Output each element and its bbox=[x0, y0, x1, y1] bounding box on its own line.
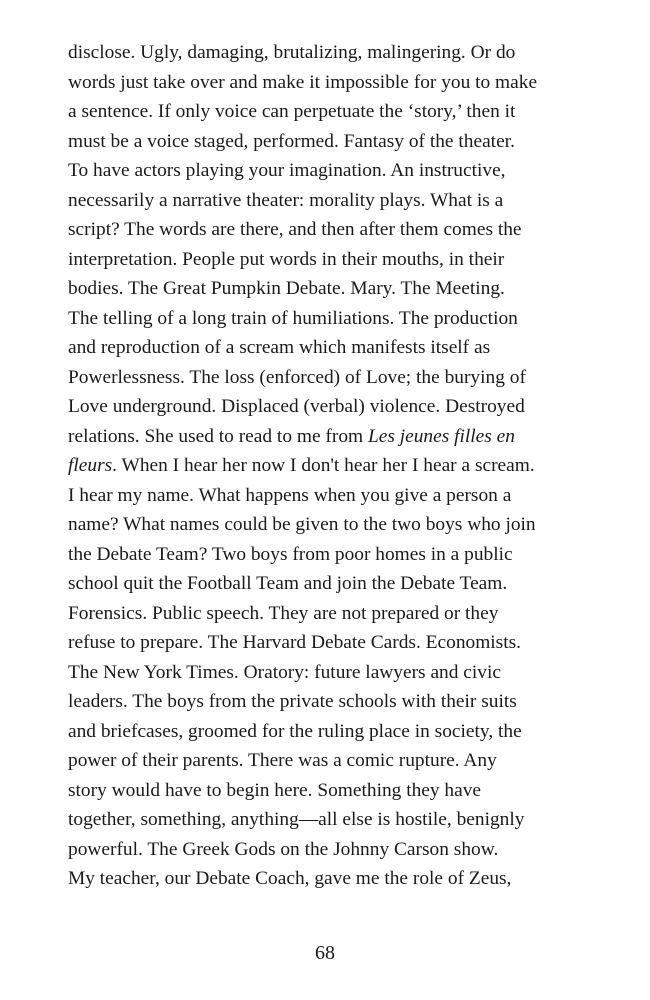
text-segment: relations. She used to read to me from bbox=[68, 425, 364, 447]
text-line: refuse to prepare. The Harvard Debate Cards. Economists. bbox=[68, 632, 522, 653]
page-number: 68 bbox=[315, 942, 335, 964]
text-line: bodies. The Great Pumpkin Debate. Mary. The Meeting. bbox=[68, 278, 505, 299]
text-line: power of their parents. There was a comic rupture. Any bbox=[68, 750, 497, 771]
italic-book-title: Les jeunes filles en bbox=[367, 425, 515, 447]
text-line: the Debate Team? Two boys from poor homes in a public bbox=[68, 543, 513, 565]
text-line: and briefcases, groomed for the ruling place in society, the bbox=[68, 720, 522, 742]
text-line: The New York Times. Oratory: future lawyers and civic bbox=[68, 661, 501, 683]
text-line: and reproduction of a scream which manifests itself as bbox=[68, 337, 491, 358]
text-line bbox=[68, 451, 588, 481]
text-line: together, something, anything—all else is hostile, benignly bbox=[68, 809, 525, 830]
body-text bbox=[68, 38, 588, 894]
text-line: must be a voice staged, performed. Fantasy of the theater. bbox=[68, 130, 515, 152]
text-line: powerful. The Greek Gods on the Johnny Carson show. bbox=[68, 838, 499, 860]
text-line: words just take over and make it impossible for you to make bbox=[68, 71, 538, 93]
text-segment: . When I hear her now I don't hear her I hear a scream. bbox=[112, 455, 535, 476]
text-line: I hear my name. What happens when you give a person a bbox=[68, 484, 512, 506]
text-line: script? The words are there, and then after them comes the bbox=[68, 219, 522, 240]
text-line: My teacher, our Debate Coach, gave me the role of Zeus, bbox=[68, 868, 512, 889]
text-line bbox=[68, 422, 588, 452]
text-line: necessarily a narrative theater: morality plays. What is a bbox=[68, 189, 504, 211]
text-line: To have actors playing your imagination. An instructive, bbox=[68, 160, 506, 181]
text-line: Love underground. Displaced (verbal) violence. Destroyed bbox=[68, 396, 525, 417]
text-line: story would have to begin here. Something they have bbox=[68, 779, 482, 801]
text-line: leaders. The boys from the private schools with their suits bbox=[68, 691, 517, 712]
text-line: a sentence. If only voice can perpetuate the ‘story,’ then it bbox=[68, 101, 516, 122]
text-line: interpretation. People put words in their mouths, in their bbox=[68, 248, 505, 270]
text-line: disclose. Ugly, damaging, brutalizing, malingering. Or do bbox=[68, 42, 516, 63]
text-line: Forensics. Public speech. They are not prepared or they bbox=[68, 602, 499, 624]
text-line: school quit the Football Team and join the Debate Team. bbox=[68, 573, 508, 594]
text-line: name? What names could be given to the two boys who join bbox=[68, 514, 536, 535]
text-line: Powerlessness. The loss (enforced) of Love; the burying of bbox=[68, 366, 526, 388]
text-line: The telling of a long train of humiliations. The production bbox=[68, 307, 518, 329]
italic-book-title: fleurs bbox=[68, 455, 113, 476]
